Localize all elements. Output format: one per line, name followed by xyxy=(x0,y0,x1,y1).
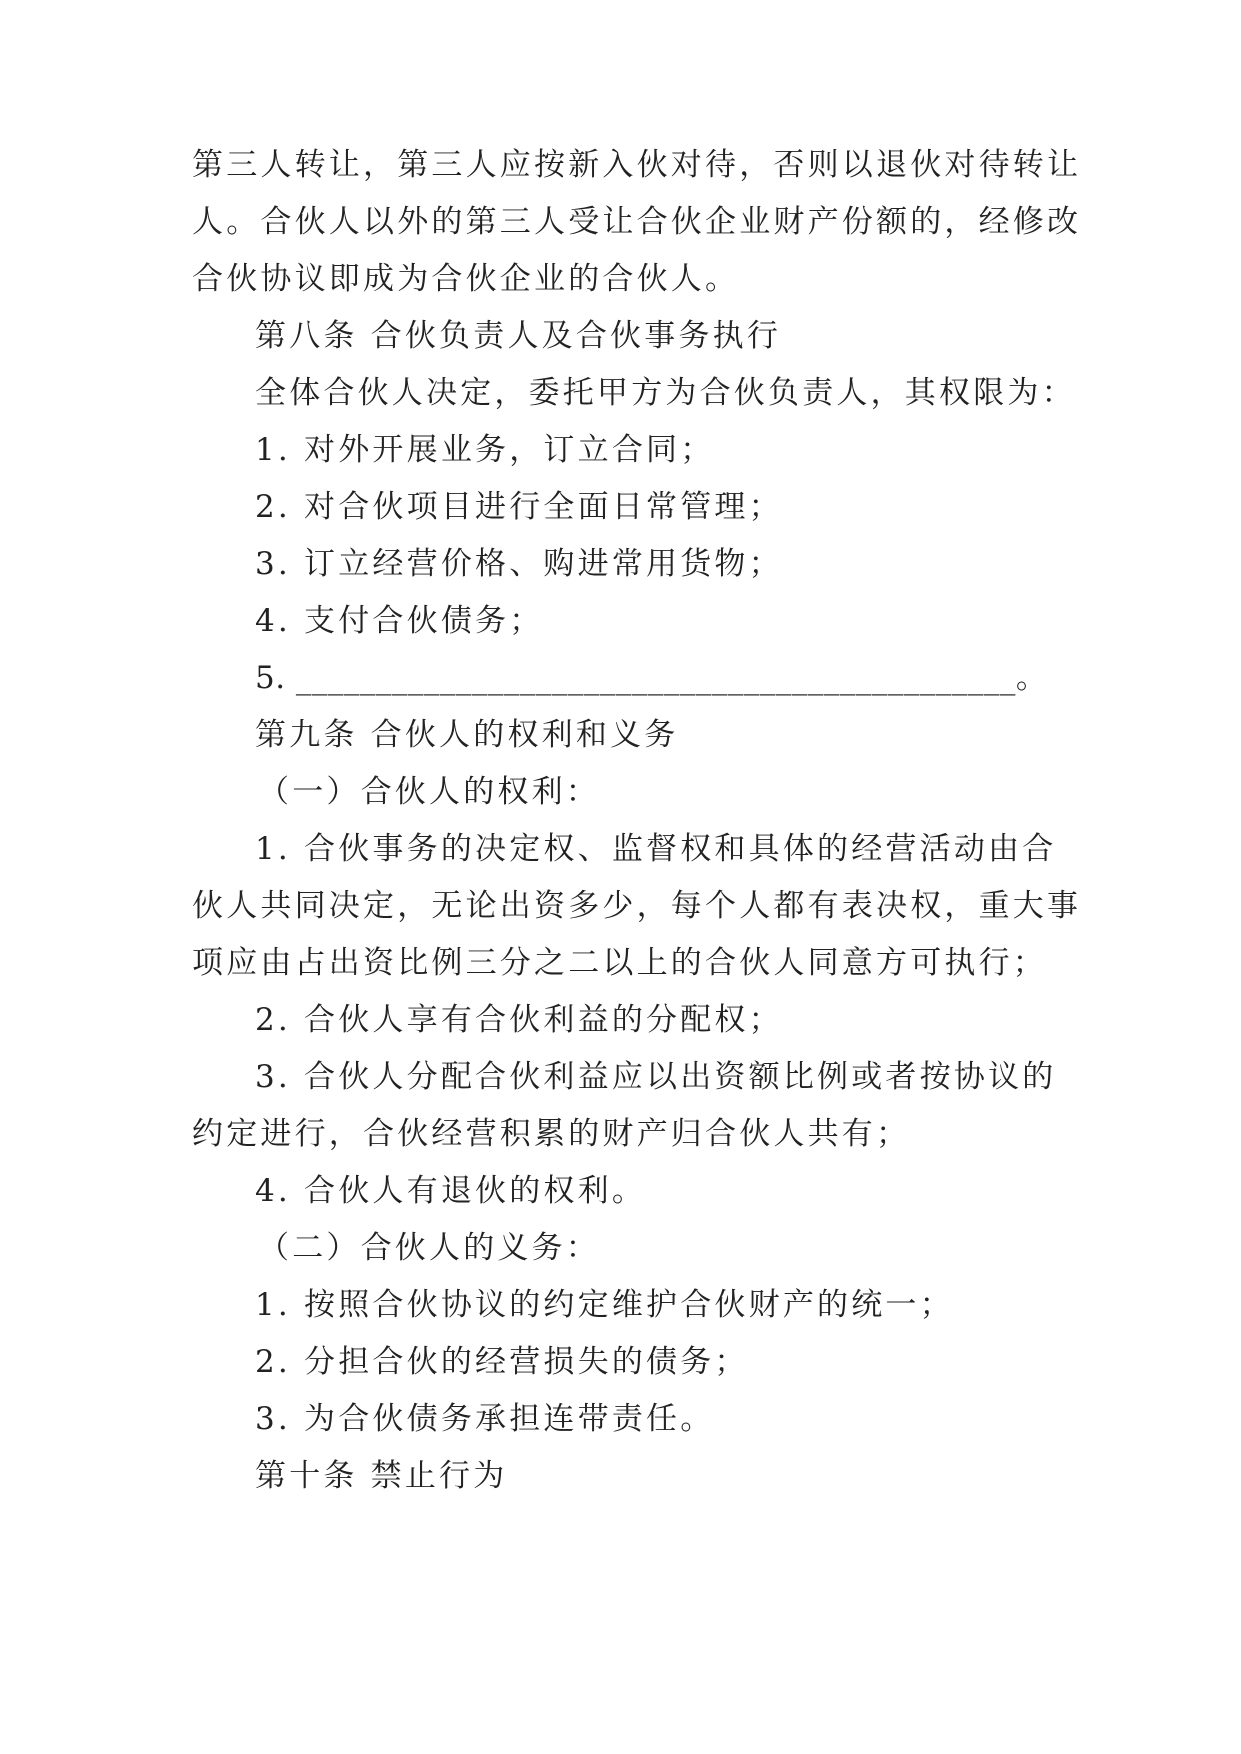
article-heading: 第九条 合伙人的权利和义务 xyxy=(255,717,679,753)
section-heading: （一）合伙人的权利： xyxy=(258,774,600,810)
list-item: 1. 合伙事务的决定权、监督权和具体的经营活动由合 xyxy=(255,831,1057,867)
section-heading: （二）合伙人的义务： xyxy=(258,1230,600,1266)
list-item: 3. 订立经营价格、购进常用货物； xyxy=(255,546,783,582)
list-item: 2. 合伙人享有合伙利益的分配权； xyxy=(255,1002,783,1038)
list-item: 3. 合伙人分配合伙利益应以出资额比例或者按协议的 xyxy=(255,1059,1057,1095)
list-item: 1. 按照合伙协议的约定维护合伙财产的统一； xyxy=(255,1287,954,1323)
paragraph-line: 第三人转让，第三人应按新入伙对待，否则以退伙对待转让 xyxy=(192,147,1082,183)
list-item: 4. 合伙人有退伙的权利。 xyxy=(255,1173,647,1209)
paragraph-line: 全体合伙人决定，委托甲方为合伙负责人，其权限为： xyxy=(255,375,1076,411)
paragraph-line: 人。合伙人以外的第三人受让合伙企业财产份额的，经修改 xyxy=(192,204,1082,240)
article-heading: 第十条 禁止行为 xyxy=(255,1458,508,1494)
paragraph-line: 约定进行，合伙经营积累的财产归合伙人共有； xyxy=(192,1116,911,1152)
list-item: 2. 分担合伙的经营损失的债务； xyxy=(255,1344,749,1380)
list-item: 1. 对外开展业务，订立合同； xyxy=(255,432,715,468)
list-item: 2. 对合伙项目进行全面日常管理； xyxy=(255,489,783,525)
article-heading: 第八条 合伙负责人及合伙事务执行 xyxy=(255,318,782,354)
paragraph-line: 合伙协议即成为合伙企业的合伙人。 xyxy=(192,261,740,297)
list-item-blank: 5. _____________________________________________。 xyxy=(255,660,1048,696)
list-item: 3. 为合伙债务承担连带责任。 xyxy=(255,1401,715,1437)
paragraph-line: 伙人共同决定，无论出资多少，每个人都有表决权，重大事 xyxy=(192,888,1082,924)
list-item: 4. 支付合伙债务； xyxy=(255,603,544,639)
paragraph-line: 项应由占出资比例三分之二以上的合伙人同意方可执行； xyxy=(192,945,1047,981)
